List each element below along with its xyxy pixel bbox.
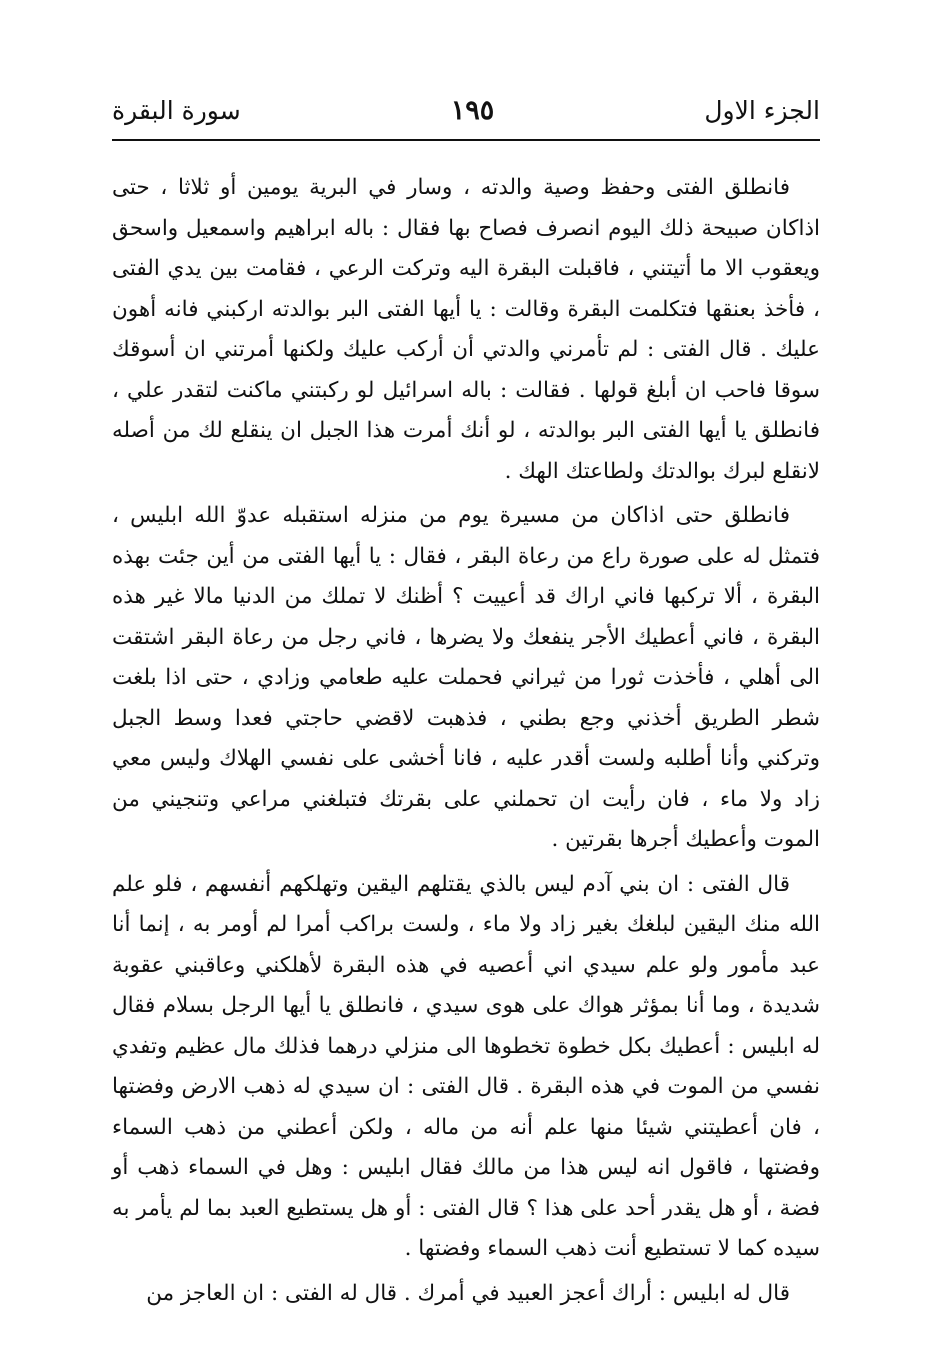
header-rule: [112, 139, 820, 141]
part-title: الجزء الاول: [704, 95, 820, 125]
paragraph-3: قال الفتى : ان بني آدم ليس بالذي يقتلهم اليقين وتهلكهم أنفسهم ، فلو علم الله منك اليقين لبلغك بغير زاد ولا ماء ، ولست براكب أمرا لم أومر به ، إنما أنا عبد مأمور ولو علم سيدي اني أعصيه في هذه البقرة لأهلكني وعاقبني عقوبة شديدة ، وما أنا بمؤثر هواك على هوى سيدي ، فانطلق يا أيها الرجل بسلام فقال له ابليس : أعطيك بكل خطوة تخطوها الى منزلي درهما فذلك مال عظيم وتفدي نفسي من الموت في هذه البقرة . قال الفتى : ان سيدي له ذهب الارض وفضتها ، فان أعطيتني شيئا منها علم أنه من ماله ، ولكن أعطني من ذهب السماء وفضتها ، فاقول انه ليس هذا من مالك فقال ابليس : وهل في السماء ذهب أو فضة ، أو هل يقدر أحد على هذا ؟ قال الفتى : أو هل يستطيع العبد بما لم يأمر به سيده كما لا تستطيع أنت ذهب السماء وفضتها .: [112, 871, 820, 1261]
running-header: [112, 88, 820, 132]
surah-title: سورة البقرة: [112, 95, 241, 125]
paragraph-1: فانطلق الفتى وحفظ وصية والدته ، وسار في البرية يومين أو ثلاثا ، حتى اذاكان صبيحة ذلك اليوم انصرف فصاح بها فقال : باله ابراهيم واسمعيل واسحق ويعقوب الا ما أتيتني ، فاقبلت البقرة اليه وتركت الرعي ، فقامت بين يدي الفتى ، فأخذ بعنقها فتكلمت البقرة وقالت : يا أيها الفتى البر بوالدته اركبني فانه أهون عليك . قال الفتى : لم تأمرني والدتي أن أركب عليك ولكنها أمرتني ان أسوقك سوقا فاحب ان أبلغ قولها . فقالت : باله اسرائيل لو ركبتني ماكنت لتقدر علي ، فانطلق يا أيها الفتى البر بوالدته ، لو أنك أمرت هذا الجبل ان ينقلع لك من أصله لانقلع لبرك بوالدتك ولطاعتك الهك .: [112, 175, 820, 484]
page-number: ١٩٥: [450, 94, 495, 126]
body-text: [112, 168, 820, 1318]
paragraph-4: قال له ابليس : أراك أعجز العبيد في أمرك . قال له الفتى : ان العاجز من: [146, 1280, 790, 1306]
paragraph-2: فانطلق حتى اذاكان من مسيرة يوم من منزله استقبله عدوّ الله ابليس ، فتمثل له على صورة راع من رعاة البقر ، فقال : يا أيها الفتى من أين جئت بهذه البقرة ، ألا تركبها فاني اراك قد أعييت ؟ أظنك لا تملك من الدنيا مالا غير هذه البقرة ، فاني أعطيك الأجر ينفعك ولا يضرها ، فاني رجل من رعاة البقر اشتقت الى أهلي ، فأخذت ثورا من ثيراني فحملت عليه طعامي وزادي ، حتى اذا بلغت شطر الطريق أخذني وجع بطني ، فذهبت لاقضي حاجتي فعدا وسط الجبل وتركني وأنا أطلبه ولست أقدر عليه ، فانا أخشى على نفسي الهلاك وليس معي زاد ولا ماء ، فان رأيت ان تحملني على بقرتك فتبلغني مراعي وتنجيني من الموت وأعطيك أجرها بقرتين .: [112, 503, 820, 852]
